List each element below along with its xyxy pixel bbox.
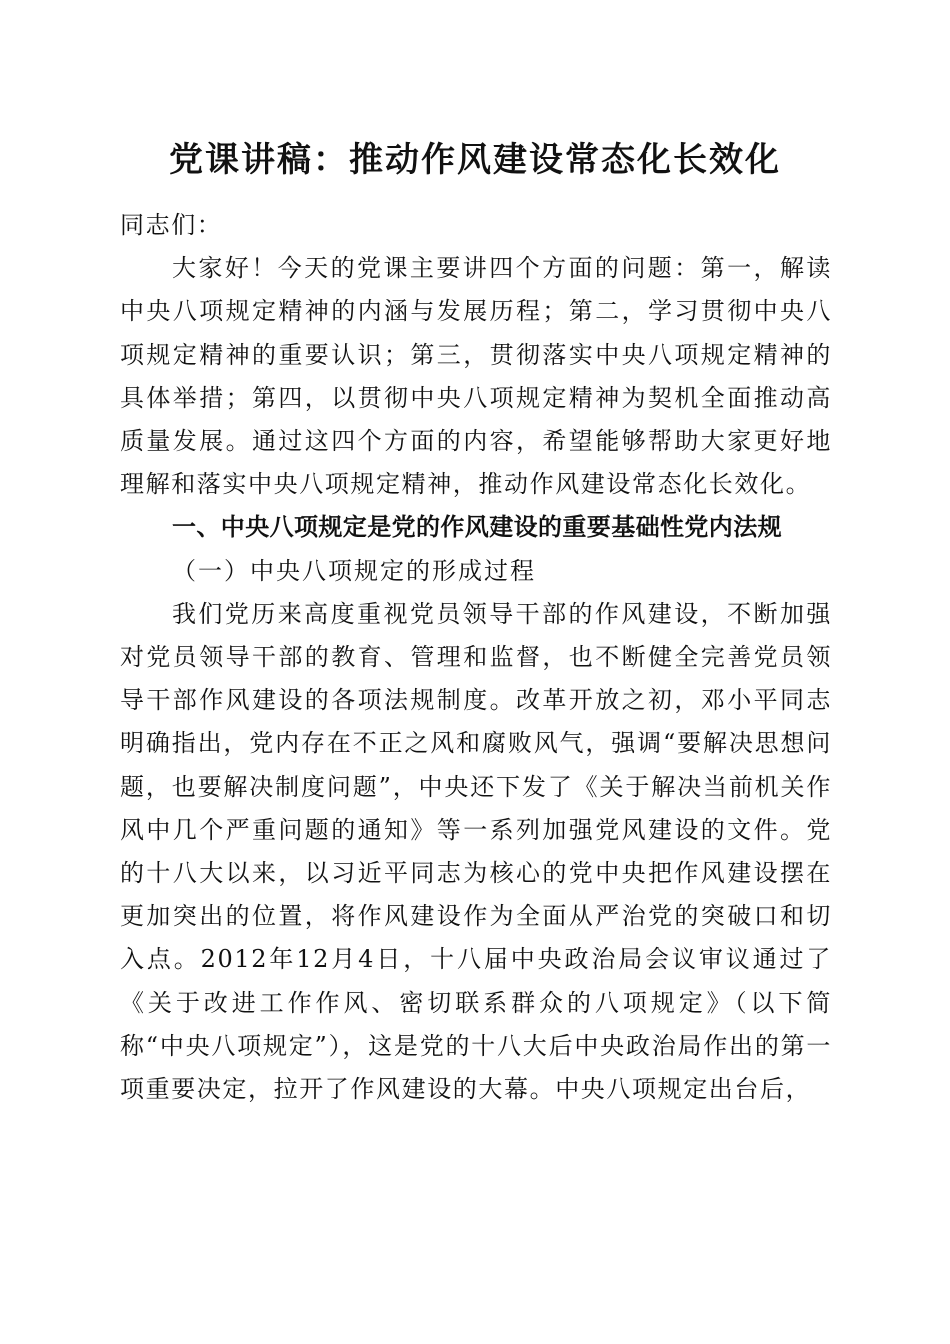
document-title: 党课讲稿：推动作风建设常态化长效化 <box>169 140 781 180</box>
body-paragraph: 我们党历来高度重视党员领导干部的作风建设，不断加强对党员领导干部的教育、管理和监督，也不断健全完善党员领导干部作风建设的各项法规制度。改革开放之初，邓小平同志明确指出，党内存在不正之风和腐败风气，强调“要解决思想问题，也要解决制度问题”，中央还下发了《关于解决当前机关作风中几个严重问题的通知》等一系列加强党风建设的文件。党的十八大以来，以习近平同志为核心的党中央把作风建设摆在更加突出的位置，将作风建设作为全面从严治党的突破口和切入点。2012年12月4日，十八届中央政治局会议审议通过了《关于改进工作作风、密切联系群众的八项规定》（以下简称“中央八项规定”），这是党的十八大后中央政治局作出的第一项重要决定，拉开了作风建设的大幕。中央八项规定出台后， <box>120 599 832 1104</box>
subsection-heading: （一）中央八项规定的形成过程 <box>172 556 536 585</box>
salutation: 同志们： <box>120 211 223 239</box>
document-body <box>120 204 832 1111</box>
intro-paragraph: 大家好！今天的党课主要讲四个方面的问题：第一，解读中央八项规定精神的内涵与发展历程；第二，学习贯彻中央八项规定精神的重要认识；第三，贯彻落实中央八项规定精神的具体举措；第四，以贯彻中央八项规定精神为契机全面推动高质量发展。通过这四个方面的内容，希望能够帮助大家更好地理解和落实中央八项规定精神，推动作风建设常态化长效化。 <box>120 254 832 499</box>
section-heading: 一、中央八项规定是党的作风建设的重要基础性党内法规 <box>172 513 782 542</box>
